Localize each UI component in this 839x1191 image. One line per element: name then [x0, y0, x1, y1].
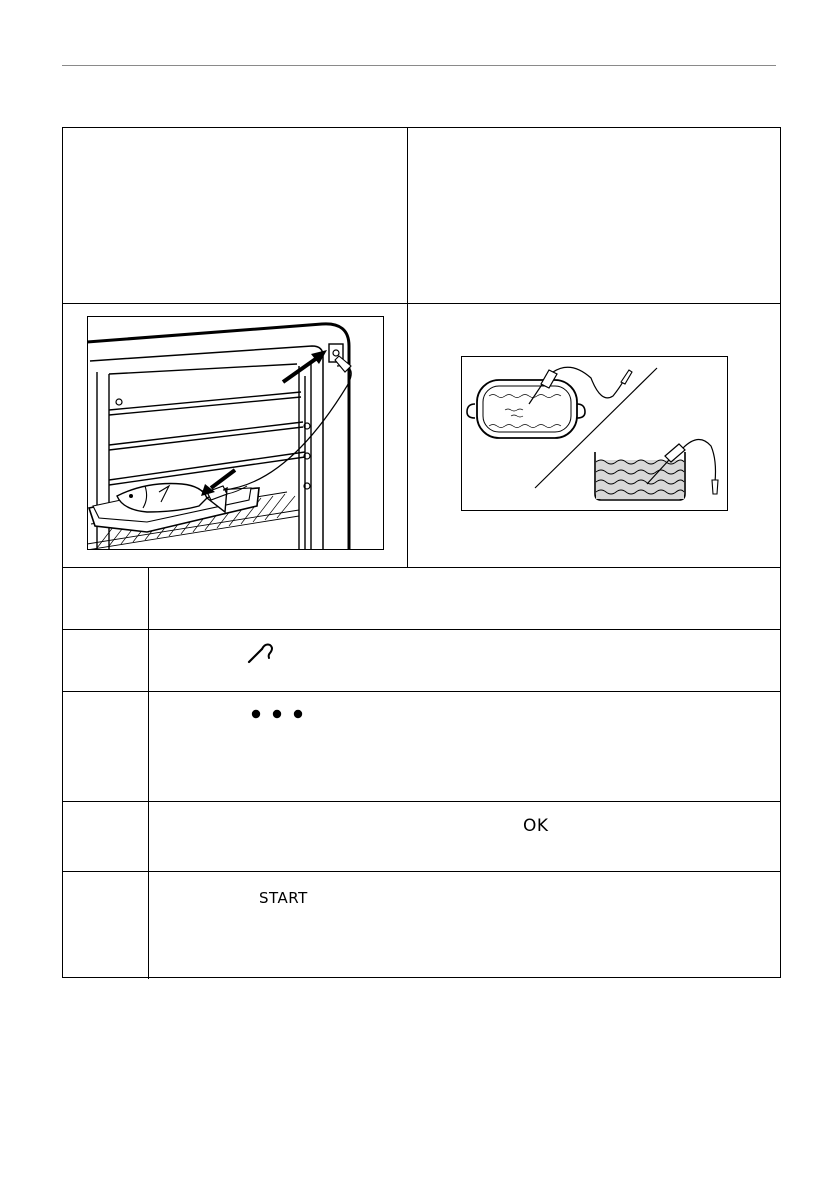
probe-in-casserole-and-liquid-illustration — [461, 356, 728, 511]
row-divider — [63, 871, 780, 872]
row-divider — [63, 629, 780, 630]
instruction-table — [62, 127, 781, 978]
header-rule — [62, 65, 776, 66]
row-divider — [63, 303, 780, 304]
three-dots-icon — [250, 708, 306, 720]
food-sensor-icon — [245, 641, 277, 665]
start-button-label: START — [259, 889, 308, 907]
row-divider — [63, 691, 780, 692]
column-divider — [407, 128, 408, 567]
ok-button-label: OK — [523, 816, 549, 836]
row-divider — [63, 567, 780, 568]
oven-probe-insertion-illustration — [87, 316, 384, 550]
step-number-divider — [148, 567, 149, 979]
row-divider — [63, 801, 780, 802]
